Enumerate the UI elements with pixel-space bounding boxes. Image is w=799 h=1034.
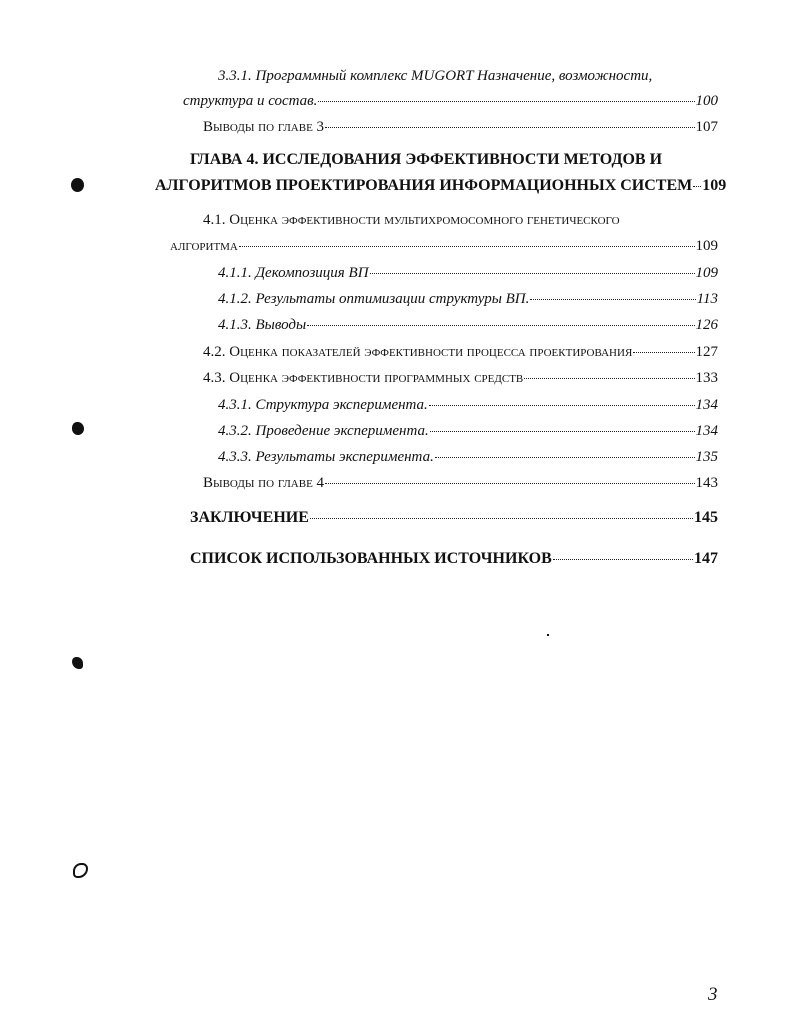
toc-entry-conclusions-ch3: [203, 118, 718, 136]
leader-dots: [430, 431, 695, 432]
toc-entry-label: алгоритма: [170, 238, 238, 254]
toc-entry-label: 4.1.1. Декомпозиция ВП: [218, 265, 369, 281]
toc-entry-conclusion: [190, 509, 718, 527]
toc-entry-label: 4.2. Оценка показателей эффективности процесса проектирования: [203, 344, 633, 360]
leader-dots: [429, 405, 695, 406]
toc-entry-label: Выводы по главе 3: [203, 119, 325, 135]
toc-entry-label: 4.1.3. Выводы: [218, 317, 307, 333]
toc-entry-4-3-1: [218, 396, 718, 414]
toc-entry-label: Выводы по главе 4: [203, 475, 325, 491]
toc-entry-chapter4: [155, 177, 727, 195]
toc-entry-4-2: [203, 343, 718, 361]
toc-entry-4-1-1: [218, 264, 718, 282]
toc-page-number: 143: [695, 475, 718, 491]
toc-page-number: 147: [694, 550, 718, 567]
toc-page-number: 109: [695, 265, 718, 281]
toc-entry-label: 4.3. Оценка эффективности программных средств: [203, 370, 524, 386]
toc-entry-4-3: [203, 369, 718, 387]
toc-entry-label: структура и состав.: [183, 93, 318, 109]
toc-page-number: 145: [694, 509, 718, 526]
scan-blot: [72, 422, 84, 435]
toc-page-number: 109: [695, 238, 718, 254]
toc-page-number: 107: [695, 119, 718, 135]
toc-page-number: 109: [702, 177, 727, 194]
toc-entry-label: СПИСОК ИСПОЛЬЗОВАННЫХ ИСТОЧНИКОВ: [190, 550, 552, 567]
scan-blot: [73, 863, 88, 878]
leader-dots: [325, 127, 694, 128]
leader-dots: [310, 518, 693, 519]
leader-dots: [633, 352, 694, 353]
toc-entry-label: 4.3.1. Структура эксперимента.: [218, 397, 428, 413]
scan-speck: [547, 634, 549, 636]
toc-entry-4-1-3: [218, 316, 718, 334]
leader-dots: [370, 273, 695, 274]
toc-entry-label: 4.3.2. Проведение эксперимента.: [218, 423, 429, 439]
toc-entry-label: АЛГОРИТМОВ ПРОЕКТИРОВАНИЯ ИНФОРМАЦИОННЫХ СИСТЕМ: [155, 177, 693, 194]
leader-dots: [325, 483, 694, 484]
toc-entry-label: 4.3.3. Результаты эксперимента.: [218, 449, 434, 465]
leader-dots: [307, 325, 694, 326]
toc-page-number: 126: [695, 317, 718, 333]
toc-entry-4-1-line1: 4.1. Оценка эффективности мультихромосомного генетического: [203, 212, 620, 228]
leader-dots: [530, 299, 695, 300]
page-number: 3: [708, 984, 718, 1005]
leader-dots: [318, 101, 694, 102]
toc-page-number: 113: [696, 291, 718, 307]
toc-entry-4-3-2: [218, 422, 718, 440]
toc-page-number: 134: [695, 397, 718, 413]
leader-dots: [553, 559, 693, 560]
toc-page-number: 135: [695, 449, 718, 465]
toc-entry-4-1-2: [218, 290, 718, 308]
toc-page-number: 134: [695, 423, 718, 439]
toc-entry-label: ЗАКЛЮЧЕНИЕ: [190, 509, 309, 526]
toc-page-number: 127: [695, 344, 718, 360]
toc-entry-3-3-1-line1: 3.3.1. Программный комплекс MUGORT Назначение, возможности,: [218, 68, 653, 84]
toc-entry-4-3-3: [218, 448, 718, 466]
toc-chapter4-line1: ГЛАВА 4. ИССЛЕДОВАНИЯ ЭФФЕКТИВНОСТИ МЕТОДОВ И: [190, 151, 663, 168]
toc-entry-conclusions-ch4: [203, 474, 718, 492]
toc-entry-4-1: [170, 237, 718, 255]
leader-dots: [435, 457, 695, 458]
leader-dots: [239, 246, 695, 247]
toc-page-number: 100: [695, 93, 718, 109]
scan-blot: [71, 178, 84, 192]
toc-page-number: 133: [695, 370, 718, 386]
leader-dots: [693, 186, 701, 187]
leader-dots: [524, 378, 694, 379]
toc-entry-references: [190, 550, 718, 568]
toc-entry-label: 4.1.2. Результаты оптимизации структуры ВП.: [218, 291, 530, 307]
toc-entry-3-3-1: [183, 92, 718, 110]
scan-blot: [72, 657, 83, 669]
